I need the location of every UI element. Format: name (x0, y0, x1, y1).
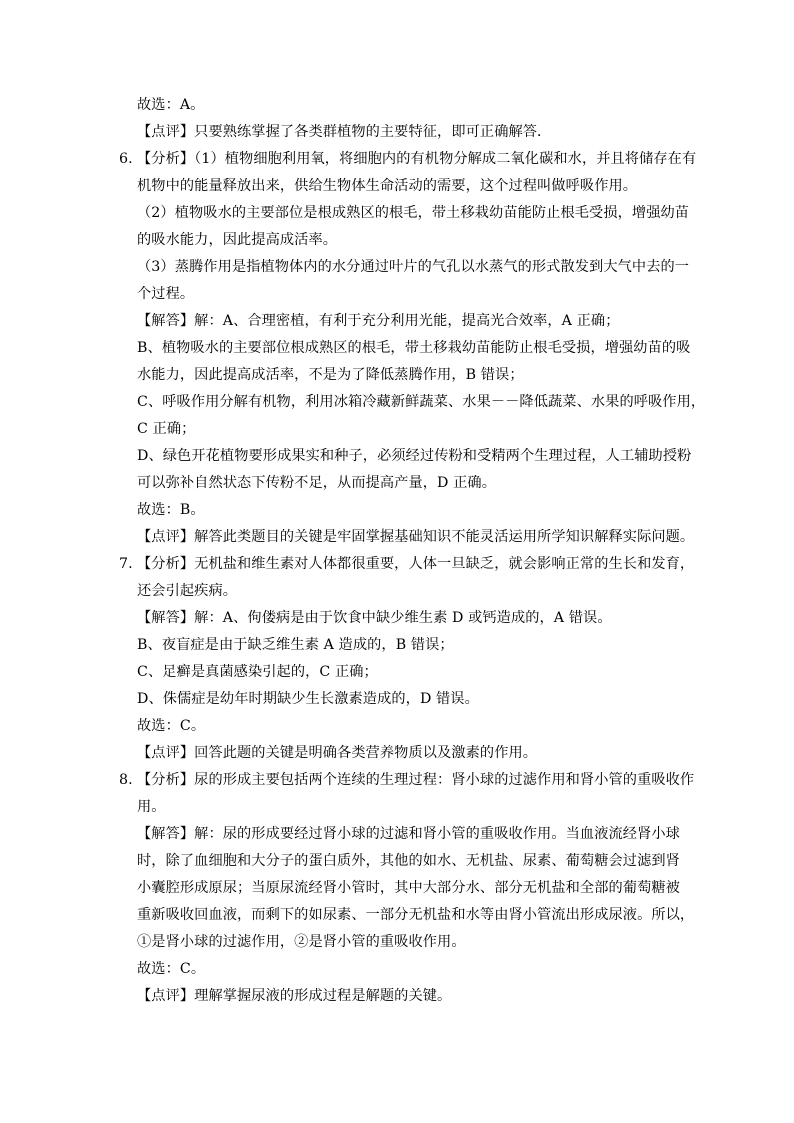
q8-answer-line-3: 小囊腔形成原尿；当原尿流经肾小管时，其中大部分水、部分无机盐和全部的葡萄糖被 (137, 880, 680, 896)
q6-answer-line-2: B、植物吸水的主要部位根成熟区的根毛，带土移栽幼苗能防止根毛受损，增强幼苗的吸 (137, 340, 691, 356)
comment-5: 【点评】只要熟练掌握了各类群植物的主要特征，即可正确解答． (137, 124, 552, 140)
q8-answer-line-5: ①是肾小球的过滤作用，②是肾小管的重吸收作用。 (137, 934, 466, 950)
q6-answer-line-4: C、呼吸作用分解有机物，利用冰箱冷藏新鲜蔬菜、水果－－降低蔬菜、水果的呼吸作用， (137, 394, 706, 410)
q7-answer-line-3: C、足癣是真菌感染引起的，C 正确； (137, 664, 378, 680)
q8-answer-line-2: 时，除了血细胞和大分子的蛋白质外，其他的如水、无机盐、尿素、葡萄糖会过滤到肾 (137, 853, 680, 869)
q6-answer-line-5: C 正确； (137, 421, 196, 437)
q7-answer-line-1: 【解答】解：A、佝偻病是由于饮食中缺少维生素 D 或钙造成的，A 错误。 (137, 610, 612, 626)
q6-analysis-line-3: （2）植物吸水的主要部位是根成熟区的根毛，带土移栽幼苗能防止根毛受损，增强幼苗 (137, 205, 690, 221)
q6-answer-line-7: 可以弥补自然状态下传粉不足，从而提高产量，D 正确。 (137, 475, 496, 491)
q6-answer-line-1: 【解答】解：A、合理密植，有利于充分利用光能，提高光合效率，A 正确； (137, 313, 620, 329)
q7-analysis-text-1: 【分析】无机盐和维生素对人体都很重要，人体一旦缺乏，就会影响正常的生长和发育， (137, 556, 695, 572)
q6-answer-line-3: 水能力，因此提高成活率，不是为了降低蒸腾作用，B 错误； (137, 367, 524, 383)
q6-answer-line-6: D、绿色开花植物要形成果实和种子，必须经过传粉和受精两个生理过程，人工辅助授粉 (137, 448, 692, 464)
q6-analysis-line-4: 的吸水能力，因此提高成活率。 (137, 232, 338, 248)
q8-answer-line-1: 【解答】解：尿的形成要经过肾小球的过滤和肾小管的重吸收作用。当血液流经肾小球 (137, 826, 680, 842)
q6-analysis-line-5: （3）蒸腾作用是指植物体内的水分通过叶片的气孔以水蒸气的形式散发到大气中去的一 (137, 259, 690, 275)
answer-choice-7: 故选：C。 (137, 718, 206, 734)
q8-analysis-line-2: 用。 (137, 799, 166, 815)
q6-analysis-line-1 (119, 149, 696, 169)
comment-8: 【点评】理解掌握尿液的形成过程是解题的关键。 (137, 988, 452, 1004)
q8-analysis-line-1 (119, 770, 694, 790)
answer-choice-8: 故选：C。 (137, 961, 206, 977)
q6-analysis-line-6: 个过程。 (137, 286, 195, 302)
question-number-7: 7. (119, 556, 133, 572)
q6-analysis-text-1: 【分析】（1）植物细胞利用氧，将细胞内的有机物分解成二氧化碳和水，并且将储存在有 (137, 151, 697, 167)
q7-analysis-line-1 (119, 554, 694, 574)
q8-analysis-text-1: 【分析】尿的形成主要包括两个连续的生理过程：肾小球的过滤作用和肾小管的重吸收作 (137, 772, 695, 788)
question-number-8: 8. (119, 772, 133, 788)
question-number-6: 6. (119, 151, 133, 167)
answer-choice-5: 故选：A。 (137, 97, 205, 113)
q7-answer-line-2: B、夜盲症是由于缺乏维生素 A 造成的，B 错误； (137, 637, 454, 653)
comment-7: 【点评】回答此题的关键是明确各类营养物质以及激素的作用。 (137, 745, 538, 761)
q8-answer-line-4: 重新吸收回血液，而剩下的如尿素、一部分无机盐和水等由肾小管流出形成尿液。所以， (137, 907, 695, 923)
q7-answer-line-4: D、侏儒症是幼年时期缺少生长激素造成的，D 错误。 (137, 691, 479, 707)
q6-analysis-line-2: 机物中的能量释放出来，供给生物体生命活动的需要，这个过程叫做呼吸作用。 (137, 178, 638, 194)
comment-6: 【点评】解答此类题目的关键是牢固掌握基础知识不能灵活运用所学知识解释实际问题。 (137, 529, 695, 545)
answer-choice-6: 故选：B。 (137, 502, 205, 518)
q7-analysis-line-2: 还会引起疾病。 (137, 583, 238, 599)
